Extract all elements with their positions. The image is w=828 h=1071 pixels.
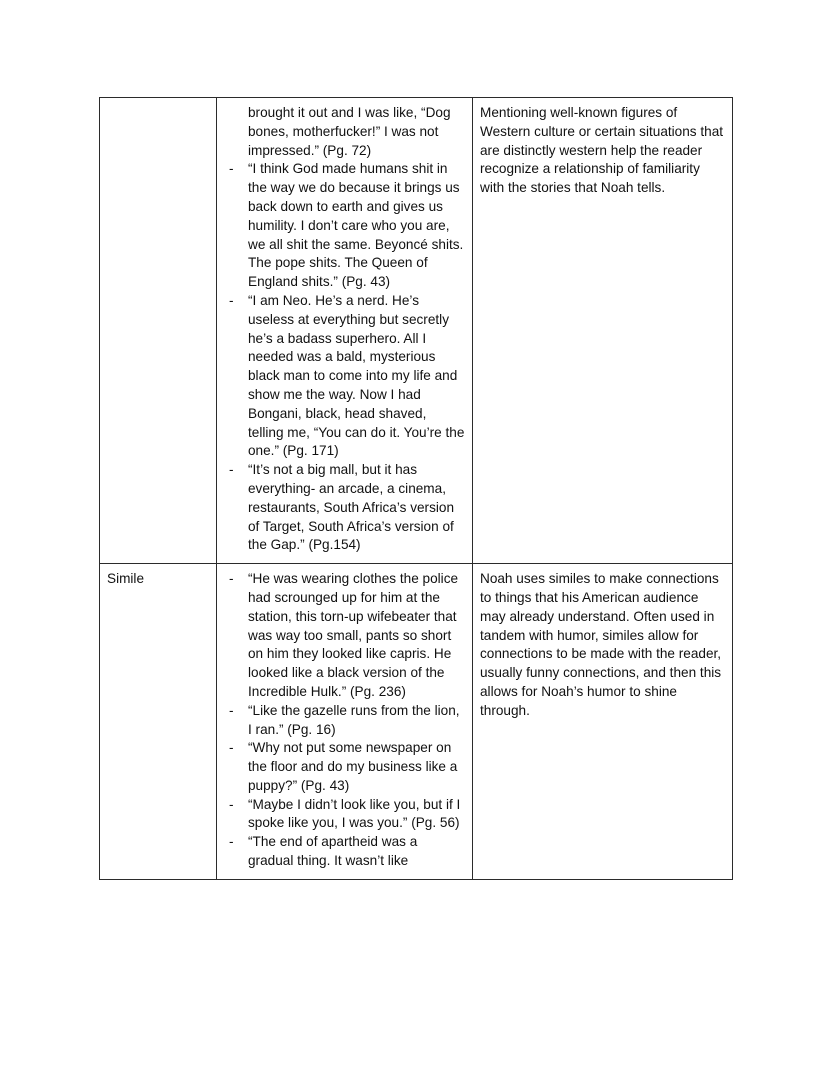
quote-text: brought it out and I was like, “Dog bones, motherfucker!” I was not impressed.” (Pg. 72) bbox=[248, 105, 451, 158]
list-item bbox=[224, 461, 465, 555]
explanation-cell bbox=[473, 98, 733, 564]
list-item bbox=[224, 570, 465, 702]
explanation-text: Mentioning well-known figures of Western culture or certain situations that are distinctly western help the reader recognize a relationship of familiarity with the stories that Noah tells. bbox=[480, 105, 724, 196]
quotes-cell bbox=[217, 98, 473, 564]
quote-text: “The end of apartheid was a gradual thing. It wasn’t like bbox=[248, 834, 418, 869]
explanation-text: Noah uses similes to make connections to things that his American audience may already understand. Often used in tandem with humor, similes allow for connections to be made with the reader, usually funny connections, and then this allows for Noah’s humor to shine through. bbox=[480, 571, 722, 718]
term-cell bbox=[100, 98, 217, 564]
bullet-dash-icon: - bbox=[229, 292, 234, 308]
list-item bbox=[224, 739, 465, 795]
list-item bbox=[224, 160, 465, 292]
quote-text: “Maybe I didn’t look like you, but if I spoke like you, I was you.” (Pg. 56) bbox=[248, 796, 461, 831]
table-row bbox=[100, 564, 733, 880]
bullet-dash-icon: - bbox=[229, 571, 234, 587]
bullet-dash-icon: - bbox=[229, 834, 234, 850]
bullet-dash-icon: - bbox=[229, 740, 234, 756]
list-item bbox=[224, 104, 465, 160]
explanation-cell bbox=[473, 564, 733, 880]
quote-text: “Like the gazelle runs from the lion, I ran.” (Pg. 16) bbox=[248, 702, 460, 737]
quote-text: “I think God made humans shit in the way we do because it brings us back down to earth and gives us humility. I don’t care who you are, we all shit the same. Beyoncé shits. The pope shits. The Queen of England shits.” (Pg. 43) bbox=[248, 161, 464, 290]
bullet-dash-icon: - bbox=[229, 161, 234, 177]
quote-list bbox=[224, 104, 465, 555]
list-item bbox=[224, 833, 465, 871]
bullet-dash-icon: - bbox=[229, 702, 234, 718]
table-body bbox=[100, 98, 733, 880]
quote-list bbox=[224, 570, 465, 871]
table-row bbox=[100, 98, 733, 564]
bullet-dash-icon: - bbox=[229, 796, 234, 812]
quote-text: “He was wearing clothes the police had scrounged up for him at the station, this torn-up wifebeater that was way too small, pants so short on him they looked like capris. He looked like a black version of the Incredible Hulk.” (Pg. 236) bbox=[248, 571, 459, 699]
quote-text: “Why not put some newspaper on the floor and do my business like a puppy?” (Pg. 43) bbox=[248, 740, 458, 793]
quote-text: “I am Neo. He’s a nerd. He’s useless at everything but secretly he’s a badass superhero. All I needed was a bald, mysterious black man to come into my life and show me the way. Now I had Bongani, black, head shaved, telling me, “You can do it. You’re the one.” (Pg. 171) bbox=[248, 292, 465, 459]
literary-devices-table bbox=[99, 97, 733, 880]
bullet-dash-icon: - bbox=[229, 462, 234, 478]
term-cell bbox=[100, 564, 217, 880]
list-item bbox=[224, 292, 465, 461]
list-item bbox=[224, 702, 465, 740]
term-label: Simile bbox=[107, 571, 145, 587]
quote-text: “It’s not a big mall, but it has everything- an arcade, a cinema, restaurants, South Africa’s version of Target, South Africa’s version of the Gap.” (Pg.154) bbox=[248, 462, 455, 553]
quotes-cell bbox=[217, 564, 473, 880]
list-item bbox=[224, 796, 465, 834]
